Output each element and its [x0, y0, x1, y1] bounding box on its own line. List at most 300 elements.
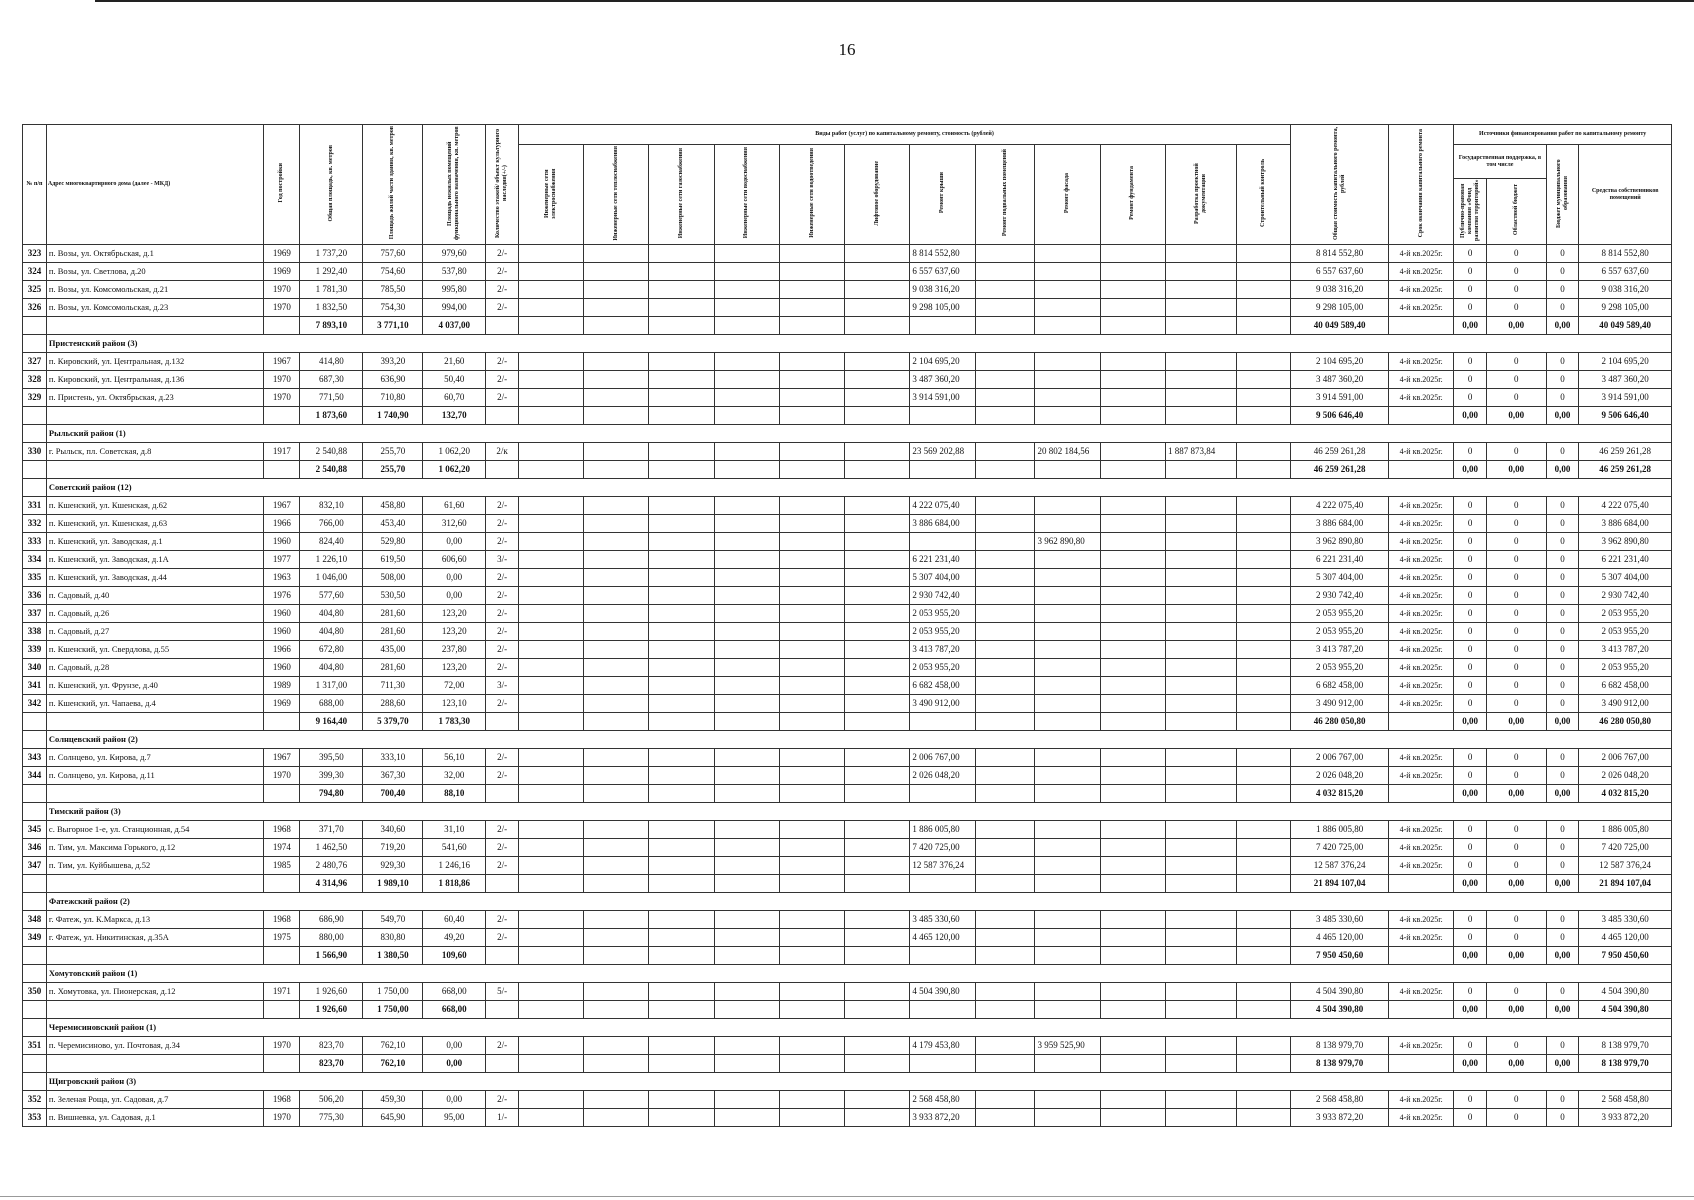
cell-year: 1975 [264, 929, 300, 947]
cell-deadline: 4-й кв.2025г. [1389, 263, 1454, 281]
cell-found [1100, 515, 1165, 533]
cell-elec [518, 1001, 583, 1019]
cell-elec [518, 785, 583, 803]
page-number: 16 [838, 40, 856, 59]
cell-lift [845, 641, 910, 659]
cell-gas [649, 875, 714, 893]
cell-heat [584, 569, 649, 587]
cell-control [1236, 839, 1290, 857]
cell-control [1236, 713, 1290, 731]
cell-owners: 8 138 979,70 [1579, 1037, 1672, 1055]
cell-floors: 2/- [486, 281, 519, 299]
cell-roof: 4 504 390,80 [910, 983, 975, 1001]
cell-nonres-area: 123,10 [423, 695, 486, 713]
cell-gas [649, 767, 714, 785]
cell-year: 1963 [264, 569, 300, 587]
cell-water [714, 461, 779, 479]
cell-num: 350 [23, 983, 47, 1001]
header-floors: Количество этажей/ объект культурного наследия(+/-) [486, 125, 519, 245]
cell-address [46, 1055, 264, 1073]
district-row [23, 479, 1672, 497]
cell-gas [649, 245, 714, 263]
header-w-elec: Инженерные сети электроснабжения [518, 145, 583, 245]
cell-year: 1968 [264, 821, 300, 839]
cell-control [1236, 605, 1290, 623]
cell-gas [649, 533, 714, 551]
cell-lift [845, 389, 910, 407]
cell-regional: 0 [1486, 533, 1546, 551]
cell-roof: 6 557 637,60 [910, 263, 975, 281]
cell-total: 8 138 979,70 [1291, 1037, 1389, 1055]
cell-deadline: 4-й кв.2025г. [1389, 371, 1454, 389]
cell-lift [845, 1001, 910, 1019]
cell-year: 1974 [264, 839, 300, 857]
cell-total-area: 1 226,10 [300, 551, 363, 569]
cell-address: п. Садовый, д.26 [46, 605, 264, 623]
cell-water [714, 1091, 779, 1109]
cell-roof: 6 221 231,40 [910, 551, 975, 569]
cell-address: п. Кшенский, ул. Заводская, д.1А [46, 551, 264, 569]
cell-gas [649, 749, 714, 767]
cell-fund: 0 [1454, 371, 1487, 389]
cell-living-area: 1 989,10 [363, 875, 423, 893]
cell-fund: 0 [1454, 1091, 1487, 1109]
cell-address: п. Кшенский, ул. Кшенская, д.63 [46, 515, 264, 533]
cell-design [1165, 749, 1236, 767]
cell-heat [584, 551, 649, 569]
cell-heat [584, 695, 649, 713]
cell-gas [649, 605, 714, 623]
cell-roof: 2 053 955,20 [910, 623, 975, 641]
cell-sewer [779, 317, 844, 335]
bottom-rule [0, 1196, 1694, 1197]
cell-basement [975, 551, 1035, 569]
cell-nonres-area: 49,20 [423, 929, 486, 947]
cell-sewer [779, 533, 844, 551]
cell-fund: 0 [1454, 281, 1487, 299]
cell-facade [1035, 659, 1100, 677]
district-label: Солнцевский район (2) [46, 731, 1671, 749]
cell-deadline: 4-й кв.2025г. [1389, 623, 1454, 641]
cell-living-area: 333,10 [363, 749, 423, 767]
cell-water [714, 821, 779, 839]
cell-roof: 4 222 075,40 [910, 497, 975, 515]
cell-num: 348 [23, 911, 47, 929]
cell-design [1165, 713, 1236, 731]
cell-floors [486, 785, 519, 803]
cell-municipal: 0,00 [1546, 461, 1579, 479]
header-num: № п/п [23, 125, 47, 245]
cell-facade [1035, 821, 1100, 839]
cell-lift [845, 659, 910, 677]
cell-design [1165, 245, 1236, 263]
table-body [23, 245, 1672, 1127]
cell-lift [845, 857, 910, 875]
cell-floors: 2/- [486, 263, 519, 281]
cell-facade [1035, 713, 1100, 731]
cell-water [714, 659, 779, 677]
header-w-sewer: Инженерные сети водоотведения [779, 145, 844, 245]
cell-total: 46 259 261,28 [1291, 461, 1389, 479]
cell-lift [845, 767, 910, 785]
cell-water [714, 587, 779, 605]
table-row [23, 263, 1672, 281]
cell-num: 347 [23, 857, 47, 875]
cell-basement [975, 407, 1035, 425]
cell-living-area: 288,60 [363, 695, 423, 713]
cell-address: г. Фатеж, ул. К.Маркса, д.13 [46, 911, 264, 929]
cell-control [1236, 623, 1290, 641]
cell-elec [518, 857, 583, 875]
cell-regional: 0 [1486, 245, 1546, 263]
cell-sewer [779, 299, 844, 317]
cell-water [714, 551, 779, 569]
cell-nonres-area: 979,60 [423, 245, 486, 263]
cell-living-area: 719,20 [363, 839, 423, 857]
cell-control [1236, 767, 1290, 785]
cell-elec [518, 353, 583, 371]
cell-facade [1035, 263, 1100, 281]
cell-total-area: 1 046,00 [300, 569, 363, 587]
cell-regional: 0 [1486, 911, 1546, 929]
cell-roof [910, 1055, 975, 1073]
cell-found [1100, 533, 1165, 551]
cell-facade [1035, 695, 1100, 713]
district-row [23, 731, 1672, 749]
cell-floors [486, 1055, 519, 1073]
cell-facade [1035, 1001, 1100, 1019]
cell-heat [584, 515, 649, 533]
cell-address [46, 1001, 264, 1019]
cell-address: п. Хомутовка, ул. Пионерская, д.12 [46, 983, 264, 1001]
cell-heat [584, 1055, 649, 1073]
cell-total-area: 399,30 [300, 767, 363, 785]
cell-gas [649, 569, 714, 587]
cell-fund: 0 [1454, 587, 1487, 605]
cell-design [1165, 461, 1236, 479]
cell-design [1165, 389, 1236, 407]
cell-nonres-area: 668,00 [423, 1001, 486, 1019]
cell-roof: 2 930 742,40 [910, 587, 975, 605]
cell-water [714, 857, 779, 875]
cell-num [23, 1001, 47, 1019]
cell-owners: 6 557 637,60 [1579, 263, 1672, 281]
cell-basement [975, 857, 1035, 875]
cell-regional: 0 [1486, 605, 1546, 623]
cell-facade [1035, 1055, 1100, 1073]
cell-gas [649, 713, 714, 731]
cell-control [1236, 407, 1290, 425]
cell-fund: 0 [1454, 857, 1487, 875]
cell-lift [845, 299, 910, 317]
cell-elec [518, 911, 583, 929]
cell-elec [518, 245, 583, 263]
cell-address: п. Солнцево, ул. Кирова, д.11 [46, 767, 264, 785]
cell-num: 327 [23, 353, 47, 371]
cell-regional: 0,00 [1486, 947, 1546, 965]
cell-num: 353 [23, 1109, 47, 1127]
cell-heat [584, 821, 649, 839]
cell-water [714, 695, 779, 713]
cell-address [46, 785, 264, 803]
cell-basement [975, 605, 1035, 623]
cell-lift [845, 839, 910, 857]
cell-total: 2 053 955,20 [1291, 659, 1389, 677]
cell-total: 3 490 912,00 [1291, 695, 1389, 713]
cell-nonres-area: 0,00 [423, 587, 486, 605]
cell-nonres-area: 1 818,86 [423, 875, 486, 893]
cell-owners: 8 138 979,70 [1579, 1055, 1672, 1073]
cell-municipal: 0 [1546, 857, 1579, 875]
cell-num: 344 [23, 767, 47, 785]
cell-nonres-area: 237,80 [423, 641, 486, 659]
cell-owners: 1 886 005,80 [1579, 821, 1672, 839]
cell-sewer [779, 587, 844, 605]
cell-roof: 2 026 048,20 [910, 767, 975, 785]
cell-living-area: 281,60 [363, 623, 423, 641]
cell-basement [975, 569, 1035, 587]
cell-total: 2 006 767,00 [1291, 749, 1389, 767]
cell-design [1165, 371, 1236, 389]
cell-owners: 21 894 107,04 [1579, 875, 1672, 893]
cell-year: 1977 [264, 551, 300, 569]
cell-design [1165, 785, 1236, 803]
cell-total: 2 053 955,20 [1291, 623, 1389, 641]
cell-num: 351 [23, 1037, 47, 1055]
table-row [23, 281, 1672, 299]
cell-basement [975, 623, 1035, 641]
cell-basement [975, 461, 1035, 479]
cell-deadline: 4-й кв.2025г. [1389, 1109, 1454, 1127]
cell-living-area: 1 740,90 [363, 407, 423, 425]
cell-regional: 0,00 [1486, 461, 1546, 479]
cell-sewer [779, 857, 844, 875]
cell-gas [649, 695, 714, 713]
cell-design [1165, 857, 1236, 875]
header-living-area: Площадь жилой части здания, кв. метров [363, 125, 423, 245]
cell-regional: 0 [1486, 821, 1546, 839]
cell-basement [975, 695, 1035, 713]
cell-sewer [779, 821, 844, 839]
cell-municipal: 0 [1546, 839, 1579, 857]
cell-control [1236, 821, 1290, 839]
cell-floors: 2/- [486, 299, 519, 317]
cell-floors [486, 713, 519, 731]
cell-water [714, 389, 779, 407]
cell-found [1100, 605, 1165, 623]
cell-owners: 46 259 261,28 [1579, 461, 1672, 479]
district-row [23, 425, 1672, 443]
capital-repair-table [22, 124, 1672, 1127]
cell-elec [518, 263, 583, 281]
cell-living-area: 255,70 [363, 461, 423, 479]
cell-design [1165, 515, 1236, 533]
cell-sewer [779, 677, 844, 695]
cell-municipal: 0,00 [1546, 1001, 1579, 1019]
cell-total-area: 1 737,20 [300, 245, 363, 263]
cell-elec [518, 1109, 583, 1127]
cell-year: 1976 [264, 587, 300, 605]
cell-year: 1971 [264, 983, 300, 1001]
cell-total: 3 487 360,20 [1291, 371, 1389, 389]
subtotal-row [23, 1001, 1672, 1019]
cell-control [1236, 515, 1290, 533]
cell-gas [649, 497, 714, 515]
cell-elec [518, 605, 583, 623]
cell-elec [518, 515, 583, 533]
cell-municipal: 0 [1546, 983, 1579, 1001]
cell-regional: 0,00 [1486, 407, 1546, 425]
cell-fund: 0 [1454, 605, 1487, 623]
cell-year: 1970 [264, 281, 300, 299]
cell-lift [845, 497, 910, 515]
cell-owners: 12 587 376,24 [1579, 857, 1672, 875]
cell-water [714, 1037, 779, 1055]
cell-municipal: 0,00 [1546, 785, 1579, 803]
cell-control [1236, 299, 1290, 317]
cell-fund: 0,00 [1454, 947, 1487, 965]
cell-gas [649, 281, 714, 299]
cell-design [1165, 533, 1236, 551]
cell-regional: 0 [1486, 1037, 1546, 1055]
cell-owners: 3 886 684,00 [1579, 515, 1672, 533]
cell-basement [975, 767, 1035, 785]
cell-nonres-area: 0,00 [423, 569, 486, 587]
cell-sewer [779, 389, 844, 407]
cell-sewer [779, 785, 844, 803]
cell-living-area: 757,60 [363, 245, 423, 263]
cell-nonres-area: 60,40 [423, 911, 486, 929]
cell-facade [1035, 767, 1100, 785]
cell-sewer [779, 569, 844, 587]
cell-basement [975, 281, 1035, 299]
cell-found [1100, 623, 1165, 641]
cell-found [1100, 875, 1165, 893]
cell-heat [584, 767, 649, 785]
cell-control [1236, 1109, 1290, 1127]
cell-elec [518, 497, 583, 515]
cell-found [1100, 641, 1165, 659]
cell-address [46, 461, 264, 479]
cell-water [714, 875, 779, 893]
cell-deadline: 4-й кв.2025г. [1389, 1091, 1454, 1109]
cell-gas [649, 785, 714, 803]
cell-basement [975, 947, 1035, 965]
cell-lift [845, 983, 910, 1001]
cell-owners: 3 490 912,00 [1579, 695, 1672, 713]
cell-elec [518, 299, 583, 317]
cell-heat [584, 443, 649, 461]
cell-water [714, 515, 779, 533]
header-w-facade: Ремонт фасада [1035, 145, 1100, 245]
cell-address: п. Возы, ул. Октябрьская, д.1 [46, 245, 264, 263]
cell-heat [584, 263, 649, 281]
header-sources-group: Источники финансирования работ по капитальному ремонту [1454, 125, 1672, 145]
cell-floors: 2/- [486, 659, 519, 677]
cell-facade [1035, 875, 1100, 893]
cell-floors: 1/- [486, 1109, 519, 1127]
cell-num: 345 [23, 821, 47, 839]
cell-water [714, 983, 779, 1001]
cell-sewer [779, 461, 844, 479]
cell-fund: 0,00 [1454, 1001, 1487, 1019]
cell-nonres-area: 994,00 [423, 299, 486, 317]
cell-elec [518, 389, 583, 407]
cell-year: 1969 [264, 245, 300, 263]
cell-owners: 4 222 075,40 [1579, 497, 1672, 515]
cell-municipal: 0 [1546, 749, 1579, 767]
cell-gas [649, 929, 714, 947]
district-row [23, 1019, 1672, 1037]
cell-control [1236, 929, 1290, 947]
cell-total-area: 688,00 [300, 695, 363, 713]
cell-living-area: 549,70 [363, 911, 423, 929]
cell-elec [518, 551, 583, 569]
cell-deadline: 4-й кв.2025г. [1389, 587, 1454, 605]
cell-basement [975, 677, 1035, 695]
cell-deadline: 4-й кв.2025г. [1389, 839, 1454, 857]
cell-deadline: 4-й кв.2025г. [1389, 281, 1454, 299]
cell-total-area: 880,00 [300, 929, 363, 947]
cell-regional: 0 [1486, 659, 1546, 677]
cell-regional: 0 [1486, 515, 1546, 533]
cell-nonres-area: 50,40 [423, 371, 486, 389]
cell-control [1236, 317, 1290, 335]
cell-total-area: 1 926,60 [300, 1001, 363, 1019]
cell-nonres-area: 72,00 [423, 677, 486, 695]
cell-living-area: 711,30 [363, 677, 423, 695]
cell-num: 329 [23, 389, 47, 407]
cell-num: 331 [23, 497, 47, 515]
cell-facade: 3 962 890,80 [1035, 533, 1100, 551]
cell-owners: 2 053 955,20 [1579, 623, 1672, 641]
cell-num: 328 [23, 371, 47, 389]
cell-heat [584, 389, 649, 407]
cell-control [1236, 1037, 1290, 1055]
cell-found [1100, 785, 1165, 803]
cell-address: п. Тим, ул. Куйбышева, д.52 [46, 857, 264, 875]
cell-municipal: 0 [1546, 245, 1579, 263]
cell-address: п. Кшенский, ул. Заводская, д.44 [46, 569, 264, 587]
cell-address: п. Кшенский, ул. Чапаева, д.4 [46, 695, 264, 713]
cell-lift [845, 605, 910, 623]
cell-floors [486, 407, 519, 425]
cell-living-area: 754,60 [363, 263, 423, 281]
cell-municipal: 0 [1546, 911, 1579, 929]
cell-design [1165, 821, 1236, 839]
cell-found [1100, 911, 1165, 929]
cell-roof: 3 485 330,60 [910, 911, 975, 929]
cell-deadline: 4-й кв.2025г. [1389, 245, 1454, 263]
cell-fund: 0 [1454, 551, 1487, 569]
cell-living-area: 830,80 [363, 929, 423, 947]
cell-total-area: 1 292,40 [300, 263, 363, 281]
cell-design [1165, 929, 1236, 947]
cell-fund: 0 [1454, 299, 1487, 317]
cell-num [23, 461, 47, 479]
cell-nonres-area: 0,00 [423, 1091, 486, 1109]
table-row [23, 857, 1672, 875]
header-nonres-area: Площадь нежилых помещений функционального назначения, кв. метров [423, 125, 486, 245]
cell-num: 349 [23, 929, 47, 947]
header-s-owners: Средства собственников помещений [1579, 145, 1672, 245]
cell-found [1100, 551, 1165, 569]
cell-heat [584, 299, 649, 317]
cell-design [1165, 695, 1236, 713]
cell-regional: 0 [1486, 497, 1546, 515]
cell-fund: 0,00 [1454, 407, 1487, 425]
cell-basement [975, 299, 1035, 317]
